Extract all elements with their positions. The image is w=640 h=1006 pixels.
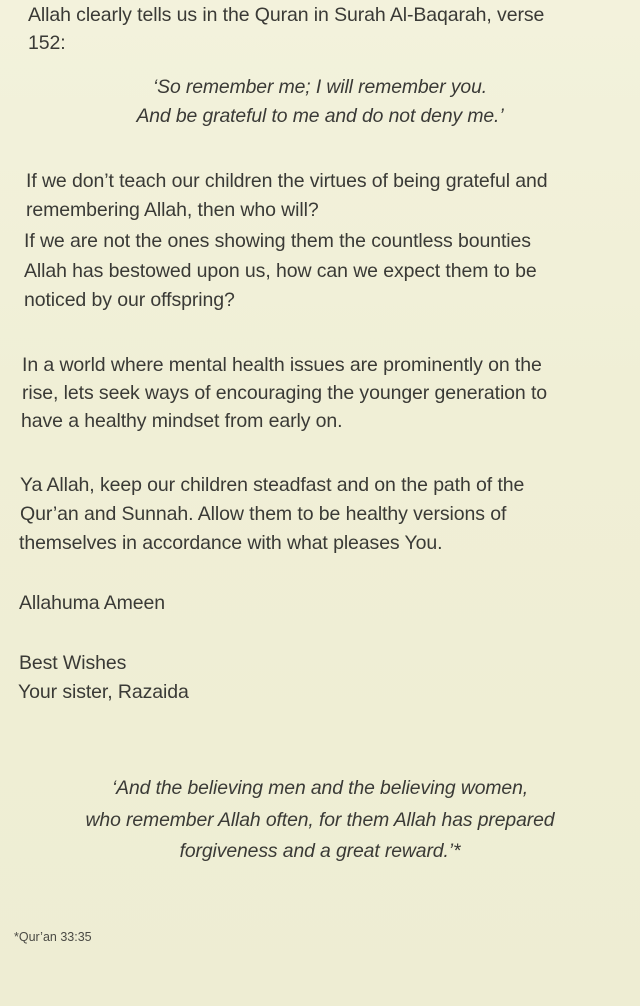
verse-2-line-1: ‘And the believing men and the believing women,	[111, 777, 529, 799]
para-2-line-2: rise, lets seek ways of encouraging the younger generation to	[22, 382, 548, 404]
intro-line-1: Allah clearly tells us in the Quran in Surah Al-Baqarah, verse	[28, 4, 545, 26]
signoff-line-2: Your sister, Razaida	[18, 681, 189, 703]
para-1-line-5: noticed by our offspring?	[24, 289, 235, 311]
para-1-line-1: If we don’t teach our children the virtues of being grateful and	[26, 170, 548, 192]
closing-prayer: Allahuma Ameen	[19, 592, 166, 614]
para-3-line-3: themselves in accordance with what pleases You.	[19, 532, 443, 554]
verse-1-line-2: And be grateful to me and do not deny me.’	[136, 105, 504, 127]
verse-2-line-2: who remember Allah often, for them Allah has prepared	[85, 809, 555, 831]
verse-1-line-1: ‘So remember me; I will remember you.	[152, 76, 488, 98]
verse-2-line-3: forgiveness and a great reward.’*	[179, 840, 461, 862]
para-2-line-3: have a healthy mindset from early on.	[21, 410, 343, 432]
para-1-line-2: remembering Allah, then who will?	[26, 199, 319, 221]
intro-line-2: 152:	[28, 32, 66, 54]
para-2-line-1: In a world where mental health issues are prominently on the	[22, 354, 542, 376]
para-1-line-4: Allah has bestowed upon us, how can we expect them to be	[24, 260, 537, 282]
signoff-line-1: Best Wishes	[19, 652, 127, 674]
para-1-line-3: If we are not the ones showing them the countless bounties	[24, 230, 531, 252]
footnote: *Qur’an 33:35	[14, 930, 92, 944]
para-3-line-2: Qur’an and Sunnah. Allow them to be healthy versions of	[20, 503, 507, 525]
para-3-line-1: Ya Allah, keep our children steadfast and on the path of the	[20, 474, 525, 496]
